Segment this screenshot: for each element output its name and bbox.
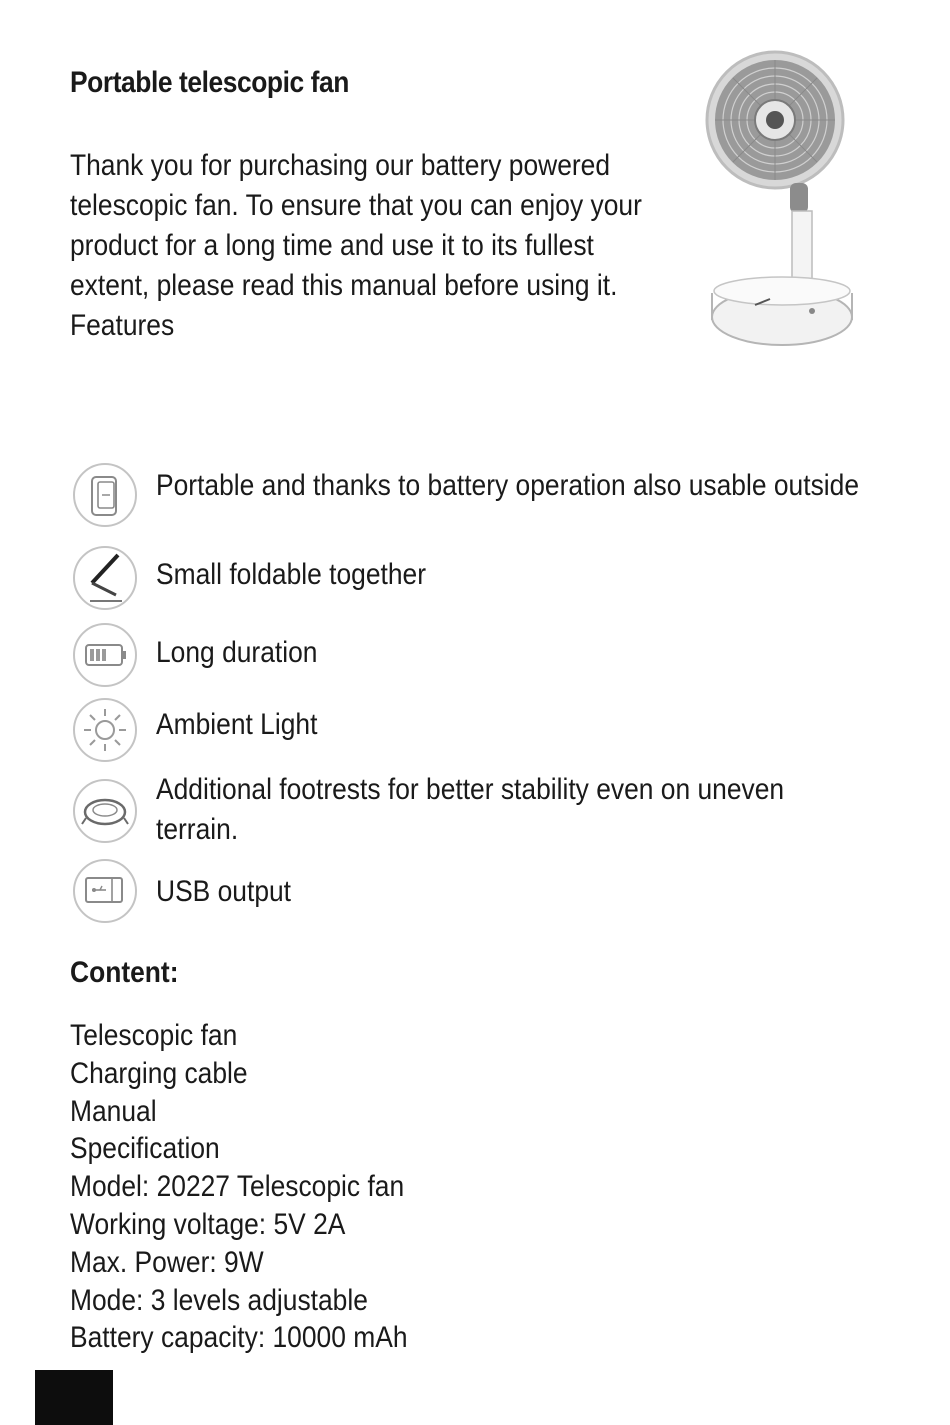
feature-text <box>156 555 426 595</box>
feature-line: Long duration <box>156 636 318 669</box>
foldable-icon <box>72 545 138 611</box>
feature-item-portable <box>72 462 950 528</box>
content-list <box>70 1017 408 1357</box>
content-item: Charging cable <box>70 1056 248 1090</box>
battery-duration-icon <box>72 622 138 688</box>
footrest-icon <box>72 778 138 844</box>
feature-line: Ambient Light <box>156 708 318 741</box>
feature-text <box>156 633 317 673</box>
telescopic-fan-image <box>700 35 860 350</box>
intro-line: telescopic fan. To ensure that you can enjoy your <box>70 189 642 222</box>
page-edge-marker <box>35 1370 113 1425</box>
spec-battery: Battery capacity: 10000 mAh <box>70 1321 408 1355</box>
feature-item-foldable <box>72 545 463 611</box>
feature-text <box>156 770 784 850</box>
content-item: Manual <box>70 1094 157 1128</box>
content-heading: Content: <box>70 956 179 989</box>
usb-output-icon <box>72 858 138 924</box>
intro-line: extent, please read this manual before using it. <box>70 269 618 302</box>
feature-line: terrain. <box>156 813 239 846</box>
feature-text <box>156 466 859 506</box>
spec-voltage: Working voltage: 5V 2A <box>70 1207 346 1241</box>
spec-power: Max. Power: 9W <box>70 1245 264 1279</box>
feature-item-footrests <box>72 772 870 850</box>
feature-line: Small foldable together <box>156 558 427 591</box>
feature-item-duration <box>72 622 340 688</box>
spec-model: Model: 20227 Telescopic fan <box>70 1170 405 1204</box>
feature-text <box>156 705 317 745</box>
portable-battery-icon <box>72 462 138 528</box>
document-title: Portable telescopic fan <box>70 66 349 99</box>
feature-line: Portable and thanks to battery operation also usable outside <box>156 469 860 502</box>
feature-item-ambient-light <box>72 697 339 763</box>
features-label: Features <box>70 309 175 342</box>
feature-line: Additional footrests for better stability even on uneven <box>156 773 785 806</box>
intro-paragraph <box>70 146 668 346</box>
spec-mode: Mode: 3 levels adjustable <box>70 1283 368 1317</box>
specification-heading: Specification <box>70 1132 220 1166</box>
content-item: Telescopic fan <box>70 1019 238 1052</box>
feature-text <box>156 872 291 912</box>
feature-line: USB output <box>156 875 292 908</box>
ambient-light-icon <box>72 697 138 763</box>
intro-line: product for a long time and use it to its fullest <box>70 229 594 262</box>
intro-line: Thank you for purchasing our battery powered <box>70 149 611 182</box>
feature-item-usb <box>72 858 309 924</box>
